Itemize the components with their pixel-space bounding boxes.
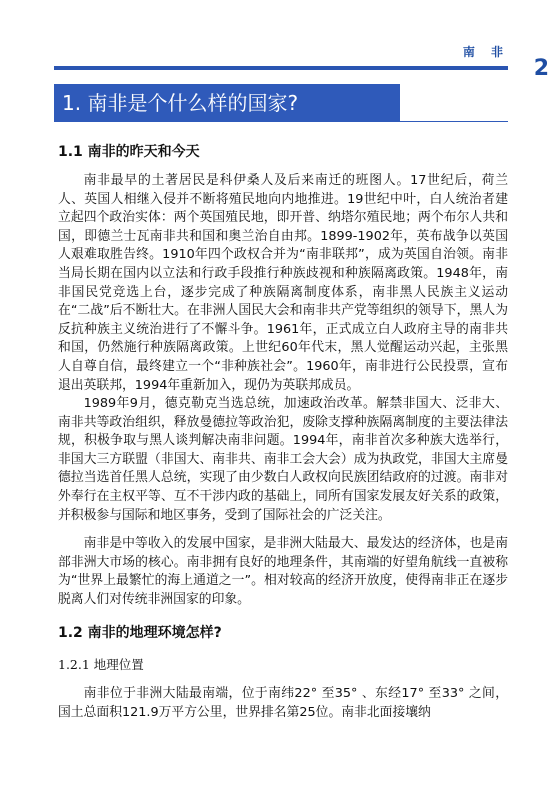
section-title: 1.1 南非的昨天和今天	[58, 144, 200, 160]
chapter-title: 1. 南非是个什么样的国家?	[62, 91, 299, 115]
header-divider	[54, 66, 508, 70]
body-paragraph: 南非位于非洲大陆最南端，位于南纬22° 至35° 、东经17° 至33° 之间，国土总面积121.9万平方公里，世界排名第25位。南非北面接壤纳	[58, 686, 508, 720]
body-paragraph: 南非是中等收入的发展中国家，是非洲大陆最大、最发达的经济体，也是南部非洲大市场的核心。南非拥有良好的地理条件，其南端的好望角航线一直被称为“世界上最繁忙的海上通道之一”。相对较高的经济开放度，使得南非正在逐步脱离人们对传统非洲国家的印象。	[58, 536, 508, 607]
body-paragraph: 1989年9月，德克勒克当选总统，加速政治改革。解禁非国大、泛非大、南非共等政治组织，释放曼德拉等政治犯，废除支撑种族隔离制度的主要法律法规，积极争取与黑人谈判解决南非问题。1994年，南非首次多种族大选举行，非国大三方联盟（非国大、南非共、南非工会大会）成为执政党，非国大主席曼德拉当选首任黑人总统，实现了由少数白人政权向民族团结政府的过渡。南非对外奉行在主权平等、互不干涉内政的基础上，同所有国家发展友好关系的政策，并积极参与国际和地区事务，受到了国际社会的广泛关注。	[58, 396, 508, 523]
subsection-title: 1.2.1 地理位置	[58, 657, 144, 672]
running-header: 南 非	[462, 45, 509, 59]
page-number: 2	[533, 56, 549, 81]
section-title: 1.2 南非的地理环境怎样?	[58, 625, 222, 641]
body-paragraph: 南非最早的土著居民是科伊桑人及后来南迁的班图人。17世纪后，荷兰人、英国人相继入侵并不断将殖民地向内地推进。19世纪中叶，白人统治者建立起四个政治实体：两个英国殖民地，即开普、纳塔尔殖民地；两个布尔人共和国，即德兰士瓦南非共和国和奥兰治自由邦。1899-1902年，英布战争以英国人艰难取胜告终。1910年四个政权合并为“南非联邦”，成为英国自治领。南非当局长期在国内以立法和行政手段推行种族歧视和种族隔离政策。1948年，南非国民党竞选上台，逐步完成了种族隔离制度体系，南非黑人民族主义运动在“二战”后不断壮大。在非洲人国民大会和南非共产党等组织的领导下，黑人为反抗种族主义统治进行了不懈斗争。1961年，正式成立白人政府主导的南非共和国，仍然施行种族隔离政策。上世纪60年代末，黑人觉醒运动兴起，主张黑人自尊自信，最终建立一个“非种族社会”。1960年，南非进行公民投票，宣布退出英联邦，1994年重新加入，现仍为英联邦成员。	[58, 173, 508, 393]
chapter-divider	[54, 121, 508, 122]
